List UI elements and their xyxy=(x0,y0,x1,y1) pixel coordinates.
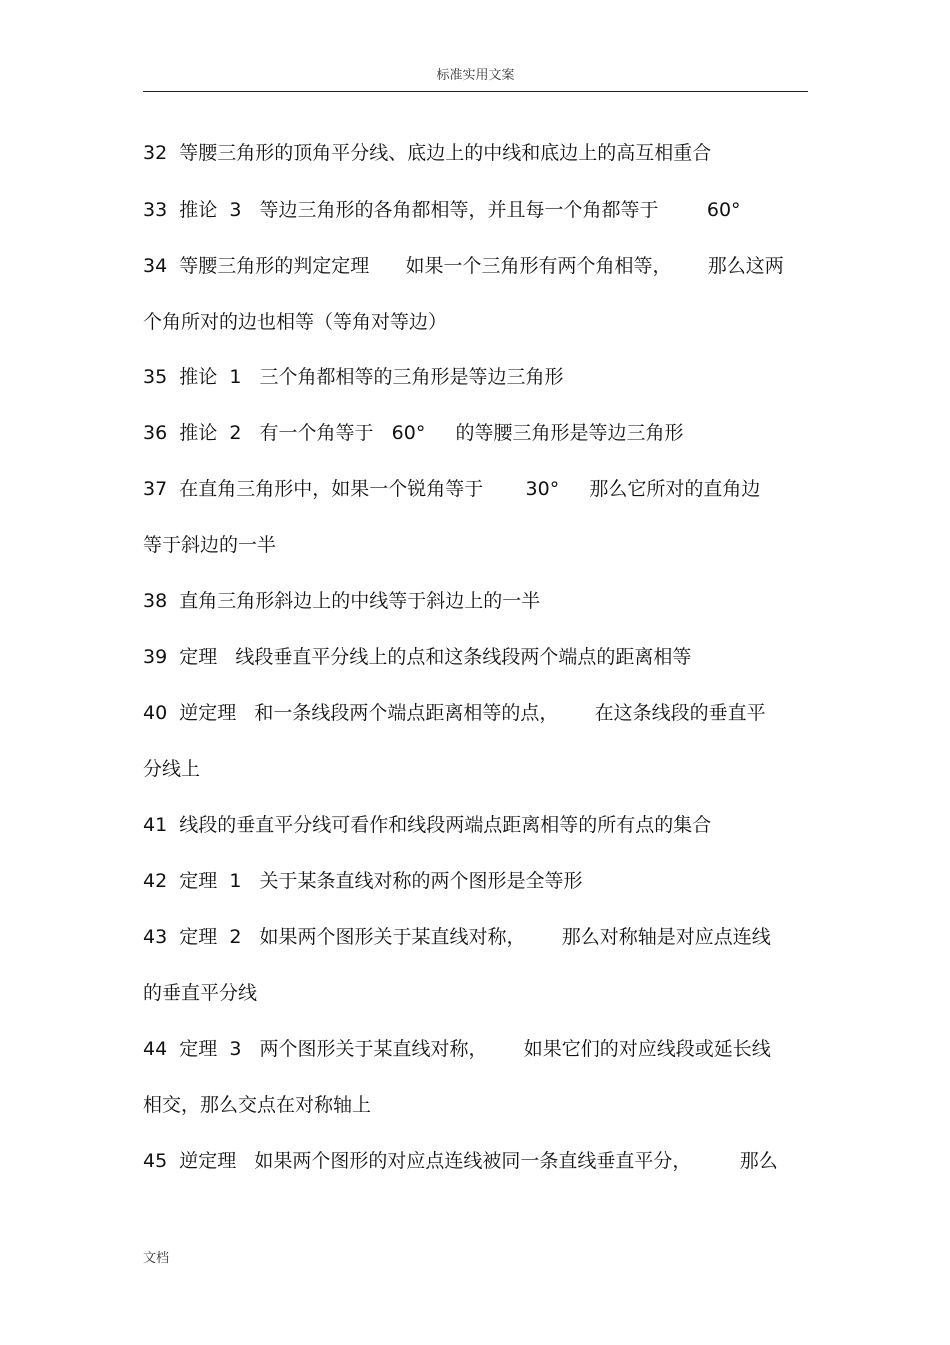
text-line: 45 逆定理 如果两个图形的对应点连线被同一条直线垂直平分， 那么 xyxy=(143,1150,778,1172)
text-line: 44 定理 3 两个图形关于某直线对称， 如果它们的对应线段或延长线 xyxy=(143,1038,771,1060)
page-header-title: 标准实用文案 xyxy=(436,68,515,83)
text-line: 个角所对的边也相等（等角对等边） xyxy=(143,311,448,333)
header-divider xyxy=(143,91,808,92)
text-line: 相交，那么交点在对称轴上 xyxy=(143,1094,372,1116)
text-line: 的垂直平分线 xyxy=(143,982,258,1004)
text-line: 37 在直角三角形中，如果一个锐角等于 30° 那么它所对的直角边 xyxy=(143,478,761,500)
text-line: 32 等腰三角形的顶角平分线、底边上的中线和底边上的高互相重合 xyxy=(143,142,712,164)
page-footer-text: 文档 xyxy=(143,1251,170,1266)
text-line: 39 定理 线段垂直平分线上的点和这条线段两个端点的距离相等 xyxy=(143,646,692,668)
text-line: 38 直角三角形斜边上的中线等于斜边上的一半 xyxy=(143,590,541,612)
text-line: 42 定理 1 关于某条直线对称的两个图形是全等形 xyxy=(143,870,583,892)
text-line: 41 线段的垂直平分线可看作和线段两端点距离相等的所有点的集合 xyxy=(143,814,712,836)
text-line: 35 推论 1 三个角都相等的三角形是等边三角形 xyxy=(143,366,564,388)
text-line: 36 推论 2 有一个角等于 60° 的等腰三角形是等边三角形 xyxy=(143,422,684,444)
text-line: 等于斜边的一半 xyxy=(143,534,277,556)
text-line: 分线上 xyxy=(143,758,201,780)
text-line: 33 推论 3 等边三角形的各角都相等，并且每一个角都等于 60° xyxy=(143,199,741,221)
text-line: 43 定理 2 如果两个图形关于某直线对称， 那么对称轴是对应点连线 xyxy=(143,926,771,948)
text-line: 40 逆定理 和一条线段两个端点距离相等的点， 在这条线段的垂直平 xyxy=(143,702,766,724)
text-line: 34 等腰三角形的判定定理 如果一个三角形有两个角相等， 那么这两 xyxy=(143,255,784,277)
